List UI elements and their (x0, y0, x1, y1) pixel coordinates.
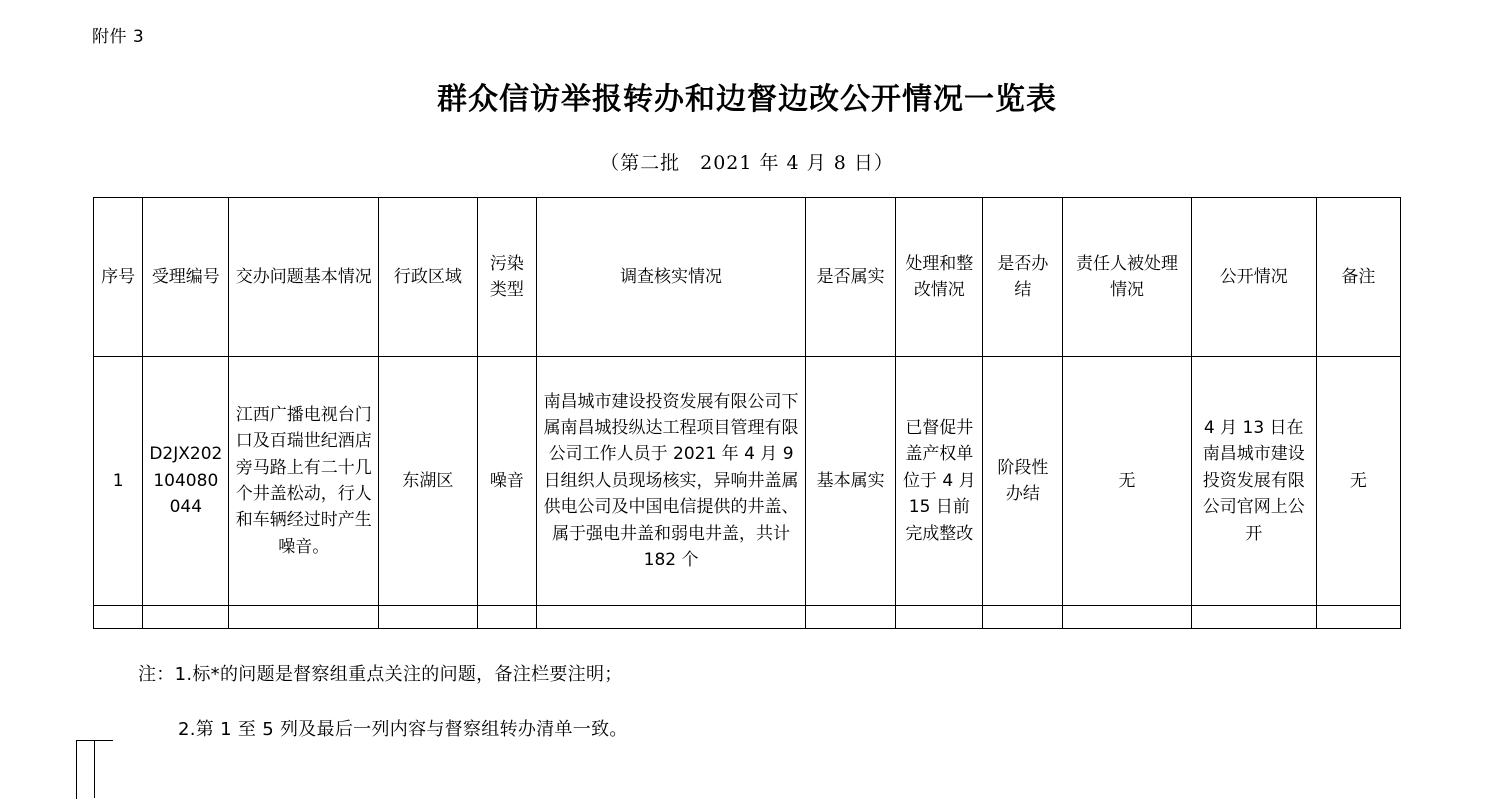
cell-responsible-handling: 无 (1063, 357, 1191, 606)
cell-empty (477, 606, 537, 629)
column-header-investigation: 调查核实情况 (537, 198, 806, 357)
cell-pollution-type: 噪音 (477, 357, 537, 606)
table-row (94, 357, 1401, 606)
column-header-index: 序号 (94, 198, 143, 357)
cell-empty (379, 606, 477, 629)
table-row-empty (94, 606, 1401, 629)
table-body (94, 357, 1401, 629)
footnote-1: 注：1.标*的问题是督察组重点关注的问题，备注栏要注明； (138, 664, 623, 685)
cell-remark: 无 (1316, 357, 1400, 606)
column-header-pollution-type: 污染类型 (477, 198, 537, 357)
cell-empty (896, 606, 983, 629)
column-header-is-closed: 是否办结 (983, 198, 1063, 357)
cell-case-no: D2JX202104080044 (143, 357, 229, 606)
cell-region: 东湖区 (379, 357, 477, 606)
cell-empty (229, 606, 379, 629)
cell-empty (1063, 606, 1191, 629)
column-header-problem: 交办问题基本情况 (229, 198, 379, 357)
cell-empty (143, 606, 229, 629)
column-header-responsible-handling: 责任人被处理情况 (1063, 198, 1191, 357)
column-header-case-no: 受理编号 (143, 198, 229, 357)
column-header-disclosure: 公开情况 (1191, 198, 1316, 357)
attachment-label: 附件 3 (92, 27, 145, 47)
column-header-is-true: 是否属实 (805, 198, 895, 357)
cell-empty (537, 606, 806, 629)
column-header-remark: 备注 (1316, 198, 1400, 357)
cell-problem: 江西广播电视台门口及百瑞世纪酒店旁马路上有二十几个井盖松动，行人和车辆经过时产生噪音。 (229, 357, 379, 606)
footnote-2: 2.第 1 至 5 列及最后一列内容与督察组转办清单一致。 (178, 719, 628, 740)
cell-is-true: 基本属实 (805, 357, 895, 606)
cell-handling: 已督促井盖产权单位于 4 月 15 日前完成整改 (896, 357, 983, 606)
page-subtitle: （第二批 2021 年 4 月 8 日） (600, 152, 894, 174)
cell-empty (1191, 606, 1316, 629)
cell-index: 1 (94, 357, 143, 606)
cell-empty (1316, 606, 1400, 629)
table-header (94, 198, 1401, 357)
cell-is-closed: 阶段性办结 (983, 357, 1063, 606)
page-corner-mark-inner (76, 740, 95, 798)
page-title: 群众信访举报转办和边督边改公开情况一览表 (437, 82, 1057, 117)
cell-empty (94, 606, 143, 629)
complaint-table (93, 197, 1401, 629)
column-header-handling: 处理和整改情况 (896, 198, 983, 357)
table-header-row (94, 198, 1401, 357)
cell-empty (983, 606, 1063, 629)
cell-disclosure: 4 月 13 日在南昌城市建设投资发展有限公司官网上公开 (1191, 357, 1316, 606)
cell-empty (805, 606, 895, 629)
column-header-region: 行政区域 (379, 198, 477, 357)
cell-investigation: 南昌城市建设投资发展有限公司下属南昌城投纵达工程项目管理有限公司工作人员于 2021 年 4 月 9 日组织人员现场核实，异响井盖属供电公司及中国电信提供的井盖、属于强电井盖和弱电井盖，共计 182 个 (537, 357, 806, 606)
